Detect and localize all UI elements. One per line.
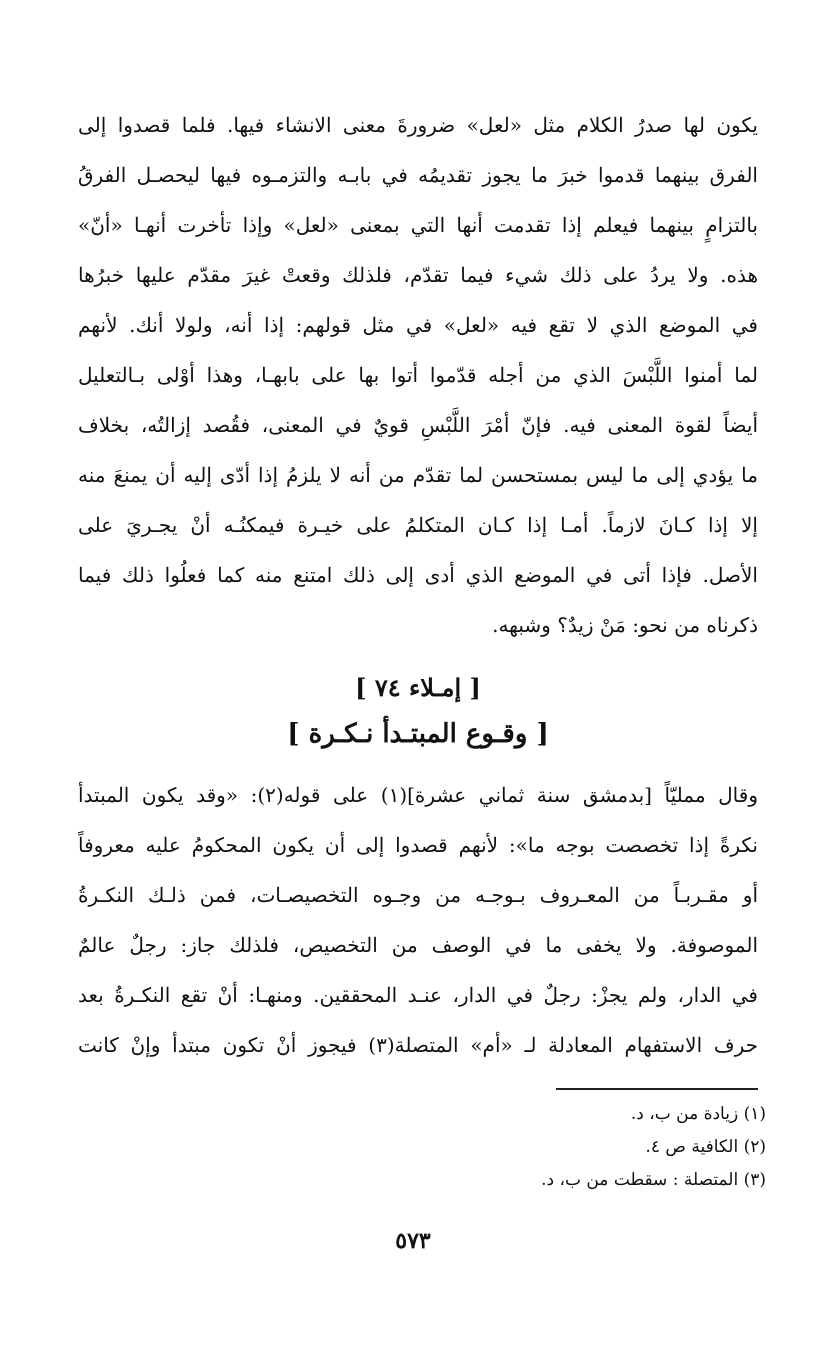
page-number: ٥٧٣ [395,1228,431,1254]
footnote-item: (٣) المتصلة : سقطت من ب، د. [541,1170,766,1190]
text-line: لما أمنوا اللَّبْسَ الذي من أجله قدّموا أتوا بها على بابهـا، وهذا أوْلى بـالتعليل [78,363,758,387]
text-line: ما يؤدي إلى ما ليس بمستحسن لما تقدّم من أنه لا يلزمُ إذا أدّى إليه أن يمنعَ منه [78,463,758,487]
text-line: وقال ممليّاً [بدمشق سنة ثماني عشرة](١) على قوله(٢): «وقد يكون المبتدأ [78,783,758,807]
text-line: أيضاً لقوة المعنى فيه. فإنّ أمْرَ اللَّبْسِ قويٌ في المعنى، فقُصد إزالتُه، بخلاف [78,413,758,437]
text-line: هذه. ولا يردُ على ذلك شيء فيما تقدّم، فلذلك وقعتْ غيرَ مقدّم عليها خبرُها [78,263,758,287]
text-line: أو مقـربـاً من المعـروف بـوجـه من وجـوه التخصيصـات، فمن ذلـك النكـرةُ [78,883,758,907]
text-line: في الموضع الذي لا تقع فيه «لعل» في مثل قولهم: إذا أنه، ولولا أنك. لأنهم [78,313,758,337]
footnotes [78,1098,766,1197]
text-line: الأصل. فإذا أتى في الموضع الذي أدى إلى ذلك امتنع منه كما فعلُوا ذلك فيما [78,563,758,587]
text-line: الموصوفة. ولا يخفى ما في الوصف من التخصيص، فلذلك جاز: رجلٌ عالمٌ [78,933,758,957]
text-line: الفرق بينهما قدموا خبرَ ما يجوز تقديمُه في بابـه والتزمـوه فيها ليحصـل الفرقُ [78,163,758,187]
text-line: إلا إذا كـانَ لازماً. أمـا إذا كـان المتكلمُ على خيـرة فيمكنُـه أنْ يجـريَ على [78,513,758,537]
text-line: ذكرناه من نحو: مَنْ زيدٌ؟ وشبهه. [492,613,758,637]
paragraph-2 [78,770,758,1070]
text-line: في الدار، ولم يجزْ: رجلٌ في الدار، عنـد المحققين. ومنهـا: أنْ تقع النكـرةُ بعد [78,983,758,1007]
text-line: بالتزامٍ بينهما فيعلم إذا تقدمت أنها التي بمعنى «لعل» وإذا تأخرت أنهـا «أنّ» [78,213,758,237]
footnote-separator [556,1088,758,1090]
section-title-heading: [ وقـوع المبتـدأ نـكـرة ] [287,719,549,749]
footnote-item: (١) زيادة من ب، د. [630,1104,766,1124]
section-number-heading: [ إمـلاء ٧٤ ] [355,673,481,702]
footnote-item: (٢) الكافية ص ٤. [645,1137,766,1157]
text-line: حرف الاستفهام المعادلة لـ «أم» المتصلة(٣) فيجوز أنْ تكون مبتدأ وإنْ كانت [78,1033,758,1057]
paragraph-1 [78,100,758,650]
text-line: نكرةً إذا تخصصت بوجه ما»: لأنهم قصدوا إلى أن يكون المحكومُ عليه معروفاً [78,833,758,857]
text-line: يكون لها صدرُ الكلام مثل «لعل» ضرورةَ معنى الانشاء فيها. فلما قصدوا إلى [78,113,758,137]
